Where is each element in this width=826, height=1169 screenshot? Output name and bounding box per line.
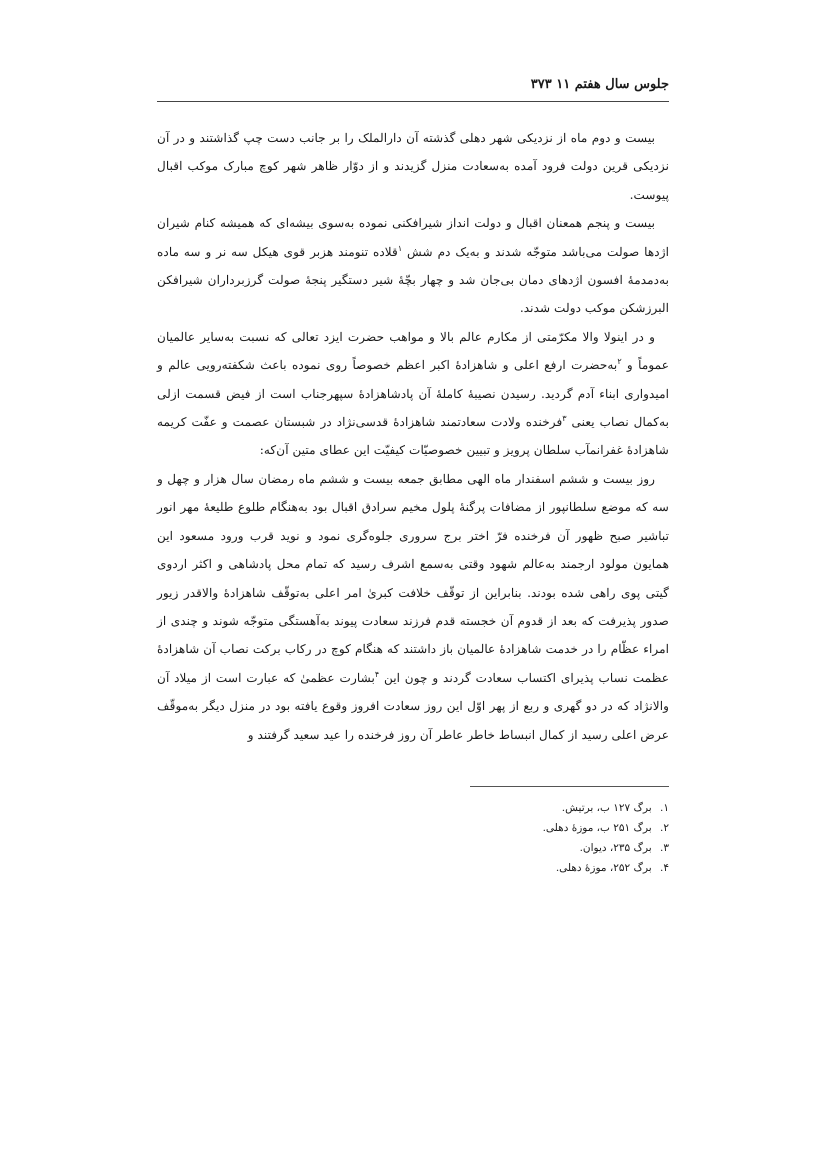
main-text <box>157 124 669 749</box>
paragraph-2-text-b: قلاده تنومند هزبر قوی هیکل سه نر و سه ماده به‌دمدمهٔ افسون اژدهای دمان بی‌جان شد و چهار بچّهٔ شیر دستگیر پنجهٔ صولت گرزبرداران شیرافکن البرزشکن موکب دولت شدند. <box>157 244 669 316</box>
footnote-text: برگ ۱۲۷ ب، برتیش. <box>561 802 652 814</box>
footnote-ref-3[interactable]: ۳ <box>562 414 567 423</box>
paragraph-4 <box>157 465 669 749</box>
footnote-text: برگ ۲۵۲، موزهٔ دهلی. <box>555 862 652 874</box>
footnote-number: ۲. <box>660 822 669 834</box>
paragraph-2-text-a: بیست و پنجم همعنان اقبال و دولت انداز شیرافکنی نموده به‌سوی بیشه‌ای که همیشه کنام شیران اژدها صولت می‌باشد متوجّه شدند و به‌یک دم شش <box>157 216 669 259</box>
paragraph-3-text-a: و در اینولا والا مکرّمتی از مکارم عالم بالا و مواهب حضرت ایزد تعالی که نسبت به‌سایر عالمیان عموماً و <box>157 329 669 373</box>
footnote-ref-1[interactable]: ۱ <box>397 243 403 253</box>
paragraph-4-text-b: بشارت عظمیٰ که عبارت است از میلاد آن والانژاد که در دو گهری و ربع از پهر اوّل این روز سعادت افروز وقوع یافته بود در منزل دیگر به‌موقّف عرض اعلی رسید از کمال انبساط خاطر عاطر آن روز فرخنده را عید سعید گرفتند و <box>157 670 669 742</box>
header-rule <box>157 101 669 102</box>
footnotes-list <box>369 798 669 878</box>
footnote-text: برگ ۲۳۵، دیوان. <box>579 842 652 854</box>
paragraph-3-text-b: به‌حضرت ارفع اعلی و شاهزادهٔ اکبر اعظم خصوصاً روی نموده باعث شکفته‌رویی عالم و امیدواری ابناء آدم گردید. رسیدن نصیبهٔ کاملهٔ آن پادشاهزادهٔ سپهرجناب است از فیض قسمت ازلی به‌کمال نصاب یعنی <box>157 358 669 430</box>
footnote-ref-2[interactable]: ۲ <box>617 357 622 367</box>
footnote-number: ۴. <box>660 862 669 874</box>
paragraph-1-text: بیست و دوم ماه از نزدیکی شهر دهلی گذشته آن دارالملک را بر جانب دست چپ گذاشتند و در آن نزدیکی قرین دولت فرود آمده به‌سعادت منزل گزیدند و از دوّار ظاهر شهر کوچ مبارک موکب اقبال پیوست. <box>157 131 669 202</box>
paragraph-3-text-c: فرخنده ولادت سعادتمند شاهزادهٔ قدسی‌نژاد در شبستان عصمت و عفّت کریمه شاهزادهٔ غفرانمآب سلطان پرویز و تبیین خصوصیّات کیفیّت این عطای متین آن‌که: <box>157 415 669 458</box>
paragraph-1 <box>157 124 669 209</box>
footnote-item <box>369 838 669 858</box>
footnote-ref-4[interactable]: ۴ <box>374 669 380 679</box>
paragraph-4-text-a: روز بیست و ششم اسفندار ماه الهی مطابق جمعه بیست و ششم ماه رمضان سال هزار و چهل و سه که موضع سلطانپور از مضافات پرگنهٔ پلول مخیم سرادق اقبال بود به‌هنگام طلوع طلیعهٔ مهر انور تباشیر صبح ظهور آن فرخنده فرّ اختر برج سروری جلوه‌گری نمود و نوید قرب ورود مسعود این همایون مولود ارجمند به‌عالم شهود وقتی به‌سمع اشرف رسید که تمام محل پادشاهی و اکثر اردوی گیتی پوی راهی شده بودند. بنابراین از توقّف خلافت کبریٰ امر اعلی به‌توقّف شاهزادهٔ والاقدر زیور صدور پذیرفت که بعد از قدوم آن خجسته قدم فرزند سعادت پیوند به‌آهستگی متوجّه شوند و چندی از امراء عظّام را در خدمت شاهزادهٔ عالمیان باز داشتند که هنگام کوچ در رکاب برکت نصاب آن شاهزادهٔ عظمت نساب پذیرای اکتساب سعادت گردند و چون این <box>157 471 669 685</box>
footnote-item <box>369 798 669 818</box>
running-header: جلوس سال هفتم ۱۱ ۳۷۳ <box>530 77 669 92</box>
footnote-number: ۱. <box>660 802 669 814</box>
footnote-item <box>369 818 669 838</box>
footnote-item <box>369 858 669 878</box>
footnote-number: ۳. <box>660 842 669 854</box>
footnote-rule <box>470 786 669 787</box>
paragraph-3 <box>157 323 669 465</box>
paragraph-2 <box>157 209 669 323</box>
footnote-text: برگ ۲۵۱ ب، موزهٔ دهلی. <box>542 822 652 834</box>
